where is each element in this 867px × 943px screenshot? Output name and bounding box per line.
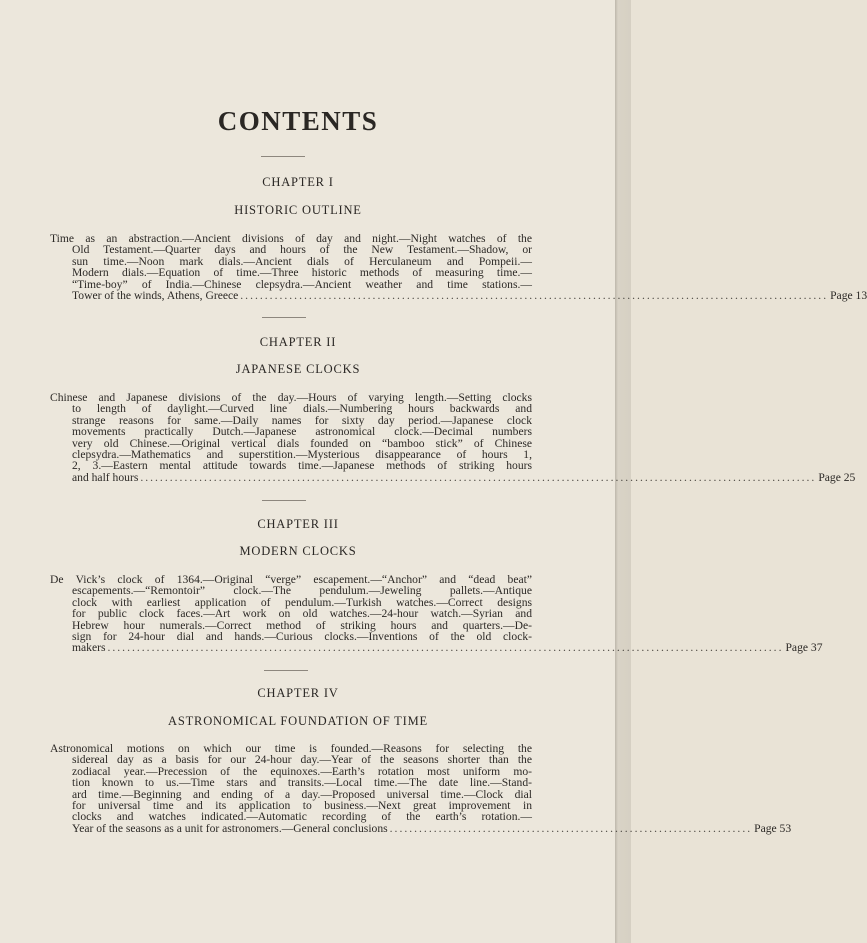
summary-line: clocks and watches indicated.—Automatic recording of the earth’s rotation.—: [72, 810, 532, 824]
chapter-3-number: CHAPTER III: [257, 517, 339, 531]
chapter-2-summary: [50, 391, 856, 484]
chapter-2-heading: JAPANESE CLOCKS: [235, 362, 361, 376]
page-number: Page 37: [785, 641, 823, 655]
chapter-1-heading: HISTORIC OUTLINE: [234, 203, 362, 217]
summary-line: Astronomical motions on which our time is founded.—Reasons for selecting the: [50, 742, 532, 755]
summary-line: ard time.—Beginning and ending of a day.—Proposed universal time.—Clock dial: [72, 787, 532, 801]
leader-dots: ..........................................................................: [389, 821, 753, 835]
chapter-4-number: CHAPTER IV: [257, 686, 339, 700]
summary-line: and half hours: [72, 470, 139, 484]
page-number: Page 25: [818, 470, 856, 484]
summary-line: “Time-boy” of India.—Chinese clepsydra.—Ancient weather and time stations.—: [72, 277, 532, 291]
summary-line: tion known to us.—Time stars and transits.—Local time.—The date line.—Stand-: [72, 776, 532, 790]
divider: [262, 317, 306, 318]
leader-dots: ........................................................................................................................: [240, 289, 829, 303]
summary-line: Chinese and Japanese divisions of the day.—Hours of varying length.—Setting clocks: [50, 391, 532, 404]
divider: [261, 156, 305, 157]
summary-line: movements practically Dutch.—Japanese astronomical clock.—Decimal numbers: [72, 425, 532, 439]
summary-line: Hebrew hour numerals.—Correct method of striking hours and quarters.—De-: [72, 618, 532, 632]
leader-dots: ..........................................................................................................................................: [140, 470, 817, 484]
summary-line: makers: [72, 641, 106, 655]
summary-line: 2, 3.—Eastern mental attitude towards time.—Japanese methods of striking hours: [72, 459, 532, 473]
summary-line: Old Testament.—Quarter days and hours of the New Testament.—Shadow, or: [72, 243, 532, 257]
summary-last-line: [50, 470, 856, 484]
summary-line: De Vick’s clock of 1364.—Original “verge” escapement.—“Anchor” and “dead beat”: [50, 573, 532, 586]
summary-last-line: [50, 821, 792, 835]
summary-line: sidereal day as a basis for our 24-hour day.—Year of the seasons shorter than the: [72, 753, 532, 767]
summary-line: sun time.—Noon mark dials.—Ancient dials of Herculaneum and Pompeii.—: [72, 254, 532, 268]
chapter-4-summary: [50, 742, 792, 835]
summary-line: for universal time and its application to business.—Next great improvement in: [72, 799, 532, 813]
summary-line: Time as an abstraction.—Ancient divisions of day and night.—Night watches of the: [50, 232, 532, 245]
summary-line: to length of daylight.—Curved line dials.—Numbering hours backwards and: [72, 402, 532, 416]
divider: [262, 500, 306, 501]
summary-line: for public clock faces.—Art work on old watches.—24-hour watch.—Syrian and: [72, 607, 532, 621]
summary-line: clepsydra.—Mathematics and superstition.—Mysterious disappearance of hours 1,: [72, 448, 532, 462]
page-number: Page 13: [830, 289, 867, 303]
chapter-1-number: CHAPTER I: [262, 175, 334, 189]
chapter-3-summary: [50, 573, 823, 655]
page-number: Page 53: [754, 821, 792, 835]
chapter-2-number: CHAPTER II: [259, 335, 337, 349]
summary-line: Modern dials.—Equation of time.—Three historic methods of measuring time.—: [72, 266, 532, 280]
summary-last-line: [50, 641, 823, 655]
chapter-3-heading: MODERN CLOCKS: [239, 544, 357, 558]
divider: [264, 670, 308, 671]
page-title: CONTENTS: [217, 106, 379, 136]
summary-line: strange reasons for same.—Daily names for sixty day period.—Japanese clock: [72, 413, 532, 427]
summary-line: escapements.—“Remontoir” clock.—The pendulum.—Jeweling pallets.—Antique: [72, 584, 532, 598]
chapter-4-heading: ASTRONOMICAL FOUNDATION OF TIME: [168, 714, 428, 728]
summary-line: Year of the seasons as a unit for astronomers.—General conclusions: [72, 821, 388, 835]
summary-line: zodiacal year.—Precession of the equinoxes.—Earth’s rotation most uniform mo-: [72, 764, 532, 778]
summary-line: sign for 24-hour dial and hands.—Curious clocks.—Inventions of the old clock-: [72, 630, 532, 644]
summary-last-line: [50, 289, 867, 303]
summary-line: very old Chinese.—Original vertical dials founded on “bamboo stick” of Chinese: [72, 436, 532, 450]
leader-dots: ..........................................................................................................................................: [107, 641, 784, 655]
summary-line: clock with earliest application of pendulum.—Turkish watches.—Correct designs: [72, 595, 532, 609]
summary-line: Tower of the winds, Athens, Greece: [72, 289, 239, 303]
chapter-1-summary: [50, 232, 867, 303]
